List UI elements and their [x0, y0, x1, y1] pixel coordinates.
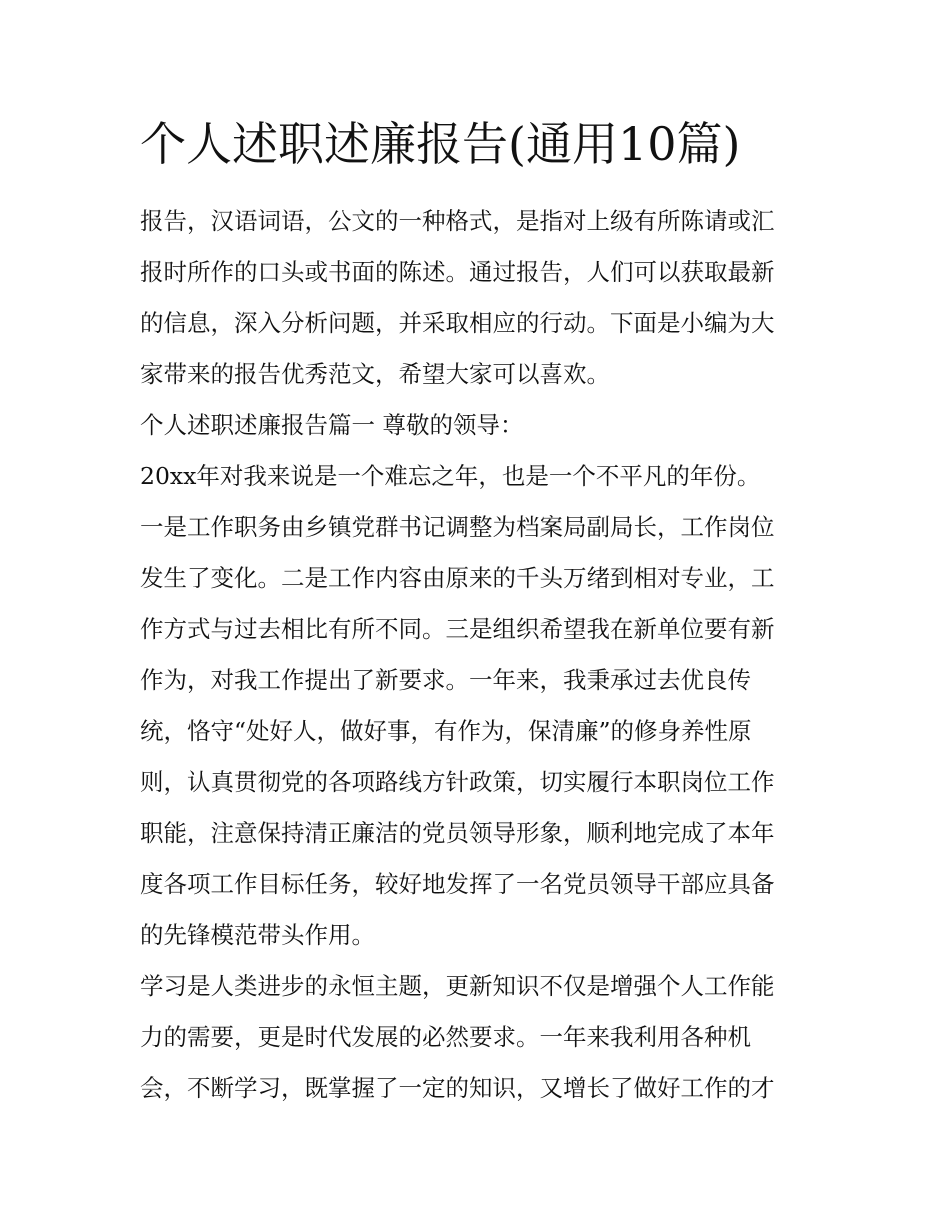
document-body — [140, 196, 820, 1114]
body-line: 发生了变化。二是工作内容由原来的千头万绪到相对专业，工 — [140, 564, 775, 592]
body-line: 报告，汉语词语，公文的一种格式，是指对上级有所陈请或汇 — [140, 207, 775, 235]
body-line: 20xx年对我来说是一个难忘之年，也是一个不平凡的年份。 — [140, 462, 761, 490]
body-line: 则，认真贯彻党的各项路线方针政策，切实履行本职岗位工作 — [140, 768, 775, 796]
body-line: 统，恪守“处好人，做好事，有作为，保清廉”的修身养性原 — [140, 717, 752, 745]
document-title: 个人述职述廉报告(通用10篇) — [140, 117, 741, 171]
body-line: 度各项工作目标任务，较好地发挥了一名党员领导干部应具备 — [140, 870, 775, 898]
body-line: 家带来的报告优秀范文，希望大家可以喜欢。 — [140, 360, 610, 388]
body-line: 会，不断学习，既掌握了一定的知识，又增长了做好工作的才 — [140, 1074, 775, 1102]
body-line: 的先锋模范带头作用。 — [140, 921, 375, 949]
body-line: 力的需要，更是时代发展的必然要求。一年来我利用各种机 — [140, 1023, 751, 1051]
body-line: 职能，注意保持清正廉洁的党员领导形象，顺利地完成了本年 — [140, 819, 775, 847]
body-line: 一是工作职务由乡镇党群书记调整为档案局副局长，工作岗位 — [140, 513, 775, 541]
body-line: 作为，对我工作提出了新要求。一年来，我秉承过去优良传 — [140, 666, 751, 694]
body-line: 学习是人类进步的永恒主题，更新知识不仅是增强个人工作能 — [140, 972, 775, 1000]
section-heading-line: 个人述职述廉报告篇一 尊敬的领导： — [140, 411, 524, 439]
body-line: 报时所作的口头或书面的陈述。通过报告，人们可以获取最新 — [140, 258, 775, 286]
body-line: 的信息，深入分析问题，并采取相应的行动。下面是小编为大 — [140, 309, 775, 337]
body-line: 作方式与过去相比有所不同。三是组织希望我在新单位要有新 — [140, 615, 775, 643]
